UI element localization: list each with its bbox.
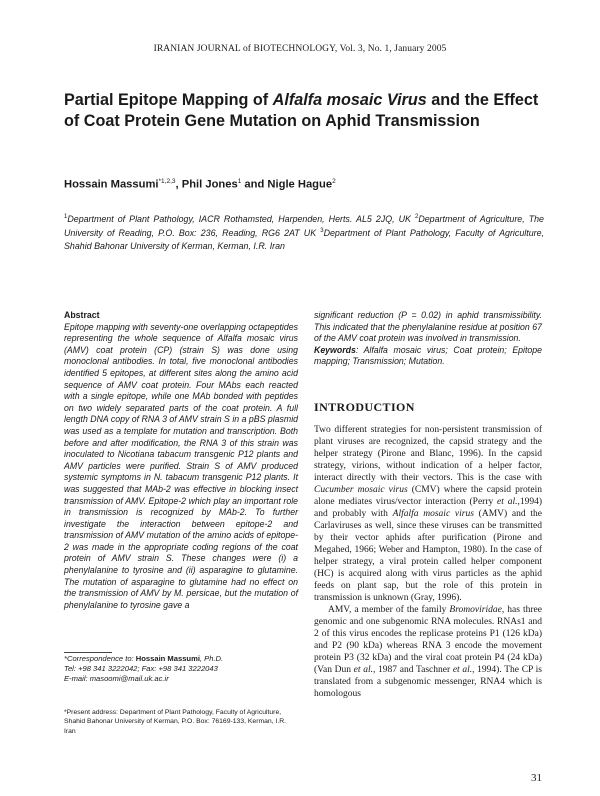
correspondence-name: Hossain Massumi (135, 654, 200, 663)
title-part: Partial Epitope Mapping of (64, 91, 273, 109)
keywords-label: Keywords (314, 344, 356, 355)
title-part: and the Effect of Coat Protein Gene Mutation on Aphid Transmission (64, 91, 539, 130)
introduction-heading: INTRODUCTION (314, 400, 415, 414)
page-number: 31 (531, 772, 542, 784)
correspondence-phone: Tel: +98 341 3222042; Fax: +98 341 3222043 (64, 663, 218, 673)
intro-text: AMV, a member of the family (328, 605, 450, 615)
affiliation-marker: 2 (414, 214, 419, 220)
footnote-rule (64, 652, 112, 653)
intro-paragraph (314, 604, 542, 700)
author-list (64, 178, 544, 191)
intro-italic: et al. (353, 665, 373, 675)
introduction-body (314, 424, 542, 700)
correspondence-label: Correspondence to: (66, 654, 136, 663)
footnote-marker: * (64, 654, 67, 663)
intro-italic: Cucumber mosaic virus (314, 485, 408, 495)
author-superscript: 1 (237, 178, 242, 185)
intro-text: ,1994) and probably with (314, 497, 543, 519)
title-virus-name: Alfalfa mosaic Virus (272, 91, 427, 109)
keywords-text: : Alfalfa mosaic virus; Coat protein; Epitope mapping; Transmission; Mutation. (314, 344, 542, 367)
author-name: and Nigle Hague (241, 178, 333, 191)
intro-text: , has three genomic and one subgenomic RNA molecules. RNAs1 and 2 of this virus encodes the replicase proteins P1 (126 kDa) and P2 (90 kDa) whereas RNA 3 encode the movement protein P3 (32 kDa) and the viral coat protein P4 (24 kDa) (Van Dun (314, 605, 542, 675)
intro-italic: et al. (452, 665, 473, 675)
correspondence-email: E-mail: masoomi@mail.uk.ac.ir (64, 673, 169, 683)
intro-text: , 1994). The CP is translated from a subgenomic messenger, RNA4 which is homologous (314, 665, 542, 699)
affiliations (64, 211, 544, 252)
affiliation-text: Department of Agriculture, The University of Reading, P.O. Box: 236, Reading, RG6 2AT UK (64, 213, 544, 239)
author-name: Hossain Massumi (64, 178, 159, 191)
intro-paragraph (314, 424, 542, 604)
abstract-left-column (64, 310, 298, 611)
journal-header (0, 44, 600, 54)
author-superscript: 2 (332, 178, 336, 185)
present-address-footnote: *Present address: Department of Plant Pathology, Faculty of Agriculture, Shahid Bahonar University of Kerman, P.O. Box: 76169-133, Kerman, I.R. Iran (64, 709, 287, 735)
article-title (64, 90, 544, 132)
author-name: , Phil Jones (175, 178, 238, 191)
abstract-body: Epitope mapping with seventy-one overlapping octapeptides representing the whole sequence of Alfalfa mosaic virus (AMV) coat protein (CP) (strain S) was done using monoclonal antibodies. In total, five monoclonal antibodies identified 5 epitopes, at different sites along the amino acid sequence of AMV coat protein. Four MAbs each reacted with a single epitope, while one MAb bonded with peptides on two widely separated parts of the coat protein. A full length DNA copy of RNA 3 of AMV strain S in a pBS plasmid was used as a template for mutation and transcription. Both before and after modification, the RNA 3 of this strain was inoculated to Nicotiana tabacum transgenic P12 plants and AMV particles were purified. Strain S of AMV produced systemic symptoms in N. tabacum transgenic P12 plants. It was suggested that MAb-2 was effective in blocking insect transmission of AMV. Epitope-2 which play an important role in transmission is recognized by MAb-2. To further investigate the interaction between epitope-2 and transmission of AMV mutation of the amino acids of epitope-2 was made in the appropriate coding regions of the coat protein of AMV strain S. These changes were (i) a phenylalanine to tyrosine and (ii) asparagine to glutamine. The mutation of asparagine to glutamine had no effect on the transmission of AMV by M. persicae, but the mutation of phenylalanine to tyrosine gave a (64, 321, 298, 610)
intro-italic: et al. (497, 497, 518, 507)
affiliation-marker: 1 (64, 214, 68, 220)
intro-text: (CMV) where the capsid protein alone mediates virus/vector interaction (Perry (314, 485, 542, 507)
affiliation-marker: 3 (320, 228, 324, 235)
journal-line: IRANIAN JOURNAL of BIOTECHNOLOGY, Vol. 3, No. 1, January 2005 (153, 44, 447, 54)
intro-text: (AMV) and the Carlaviruses as well, since these viruses can be transmitted by their vector aphids after purification (Pirone and Megahed, 1966; Weber and Hampton, 1980). In the case of helper strategy, a viral protein called helper component (HC) is acquired along with virus particles as the aphid feeds on plant sap, but the role of this protein in transmission is unknown (Gray, 1996). (314, 509, 542, 603)
author-superscript: *1,2,3 (158, 178, 176, 185)
correspondence-degree: , Ph.D. (199, 654, 224, 663)
intro-text: , 1987 and Taschner (372, 665, 453, 675)
affiliation-text: Department of Plant Pathology, Faculty of Agriculture, Shahid Bahonar University of Kerman, Kerman, I.R. Iran (64, 228, 544, 251)
correspondence-footnote (64, 654, 298, 683)
abstract-heading: Abstract (64, 310, 100, 320)
abstract-body-continued: significant reduction (P = 0.02) in aphid transmissibility. This indicated that the phenylalanine residue at position 67 of the AMV coat protein was involved in transmission. (314, 310, 542, 344)
abstract-right-column (314, 310, 542, 368)
intro-italic: Alfalfa mosaic virus (392, 509, 474, 519)
intro-italic: Bromoviridae (449, 605, 502, 615)
affiliation-text: Department of Plant Pathology, IACR Rothamsted, Harpenden, Herts. AL5 2JQ, UK (67, 213, 411, 224)
intro-text: Two different strategies for non-persistent transmission of plant viruses are recognized, the capsid strategy and the helper strategy (Pirone and Blanc, 1996). In the capsid strategy, virions, without indication of a helper factor, interact directly with their vectors. This is the case with (314, 425, 542, 483)
